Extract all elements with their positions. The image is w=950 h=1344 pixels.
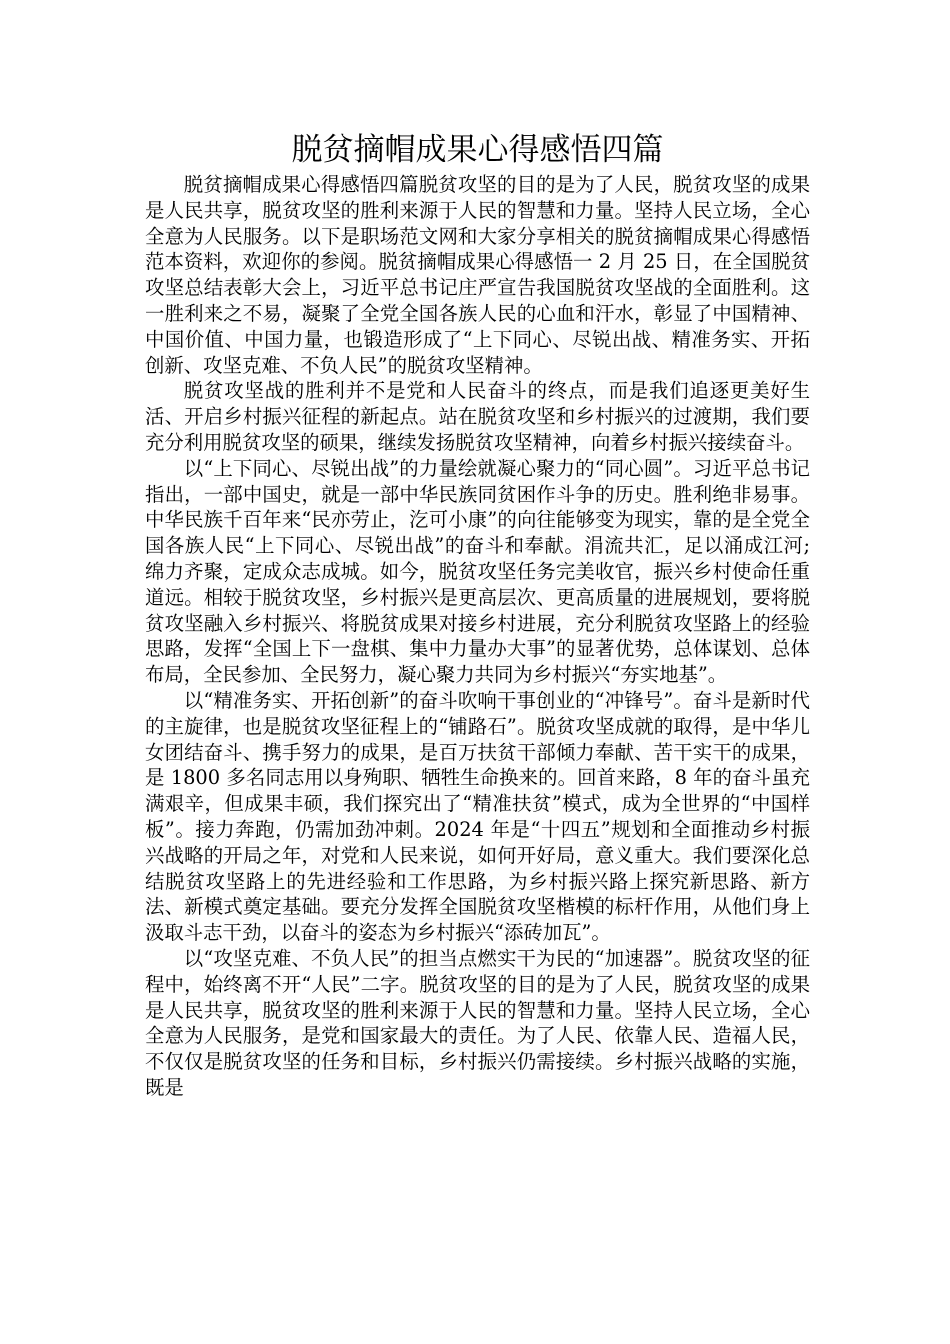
paragraph-4: 以“精准务实、开拓创新”的奋斗吹响干事创业的“冲锋号”。奋斗是新时代的主旋律，也是脱贫攻坚征程上的“铺路石”。脱贫攻坚成就的取得，是中华儿女团结奋斗、携手努力的成果，是百万扶贫干部倾力奉献、苦干实干的成果，是 1800 多名同志用以身殉职、牺牲生命换来的。回首来路，8 年的奋斗虽充满艰辛，但成果丰硕，我们探究出了“精准扶贫”模式，成为全世界的“中国样板”。接力奔跑，仍需加劲冲刺。2024 年是“十四五”规划和全面推动乡村振兴战略的开局之年，对党和人民来说，如何开好局，意义重大。我们要深化总结脱贫攻坚路上的先进经验和工作思路，为乡村振兴路上探究新思路、新方法、新模式奠定基础。要充分发挥全国脱贫攻坚楷模的标杆作用，从他们身上汲取斗志干劲，以奋斗的姿态为乡村振兴“添砖加瓦”。 xyxy=(145,688,810,945)
paragraph-5: 以“攻坚克难、不负人民”的担当点燃实干为民的“加速器”。脱贫攻坚的征程中，始终离不开“人民”二字。脱贫攻坚的目的是为了人民，脱贫攻坚的成果是人民共享，脱贫攻坚的胜利来源于人民的智慧和力量。坚持人民立场，全心全意为人民服务，是党和国家最大的责任。为了人民、依靠人民、造福人民，不仅仅是脱贫攻坚的任务和目标，乡村振兴仍需接续。乡村振兴战略的实施，既是 xyxy=(145,946,810,1099)
paragraph-2: 脱贫攻坚战的胜利并不是党和人民奋斗的终点，而是我们追逐更美好生活、开启乡村振兴征程的新起点。站在脱贫攻坚和乡村振兴的过渡期，我们要充分利用脱贫攻坚的硕果，继续发扬脱贫攻坚精神，向着乡村振兴接续奋斗。 xyxy=(145,379,810,454)
paragraph-3: 以“上下同心、尽锐出战”的力量绘就凝心聚力的“同心圆”。习近平总书记指出，一部中国史，就是一部中华民族同贫困作斗争的历史。胜利绝非易事。中华民族千百年来“民亦劳止，汔可小康”的向往能够变为现实，靠的是全党全国各族人民“上下同心、尽锐出战”的奋斗和奉献。涓流共汇，足以涌成江河;绵力齐聚，定成众志成城。如今，脱贫攻坚任务完美收官，振兴乡村使命任重道远。相较于脱贫攻坚，乡村振兴是更高层次、更高质量的进展规划，要将脱贫攻坚融入乡村振兴、将脱贫成果对接乡村进展，充分利脱贫攻坚路上的经验思路，发挥“全国上下一盘棋、集中力量办大事”的显著优势，总体谋划、总体布局，全民参加、全民努力，凝心聚力共同为乡村振兴“夯实地基”。 xyxy=(145,456,810,687)
document-title: 脱贫摘帽成果心得感悟四篇 xyxy=(291,132,664,168)
document-page xyxy=(145,128,810,1101)
paragraph-1: 脱贫摘帽成果心得感悟四篇脱贫攻坚的目的是为了人民，脱贫攻坚的成果是人民共享，脱贫攻坚的胜利来源于人民的智慧和力量。坚持人民立场，全心全意为人民服务。以下是职场范文网和大家分享相关的脱贫摘帽成果心得感悟范本资料，欢迎你的参阅。脱贫摘帽成果心得感悟一 2 月 25 日，在全国脱贫攻坚总结表彰大会上，习近平总书记庄严宣告我国脱贫攻坚战的全面胜利。这一胜利来之不易，凝聚了全党全国各族人民的心血和汗水，彰显了中国精神、中国价值、中国力量，也锻造形成了“上下同心、尽锐出战、精准务实、开拓创新、攻坚克难、不负人民”的脱贫攻坚精神。 xyxy=(145,173,810,377)
